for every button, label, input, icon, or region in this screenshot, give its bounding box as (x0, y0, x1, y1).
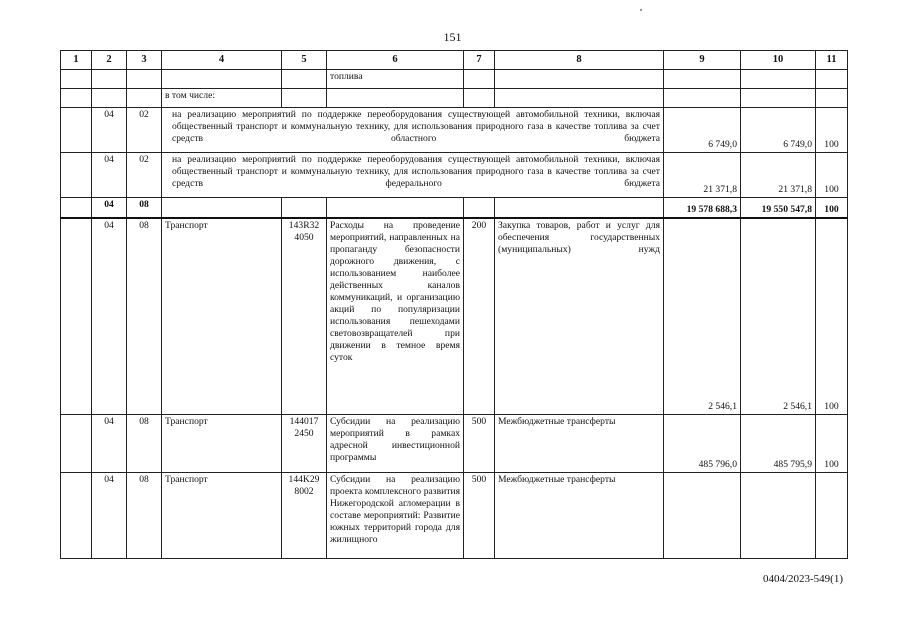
cell-executed: 2 546,1 (741, 218, 816, 415)
cell-planned: 19 578 688,3 (664, 198, 741, 218)
col-header: 5 (282, 51, 327, 70)
cell-category: Транспорт (162, 415, 282, 473)
cell-planned: 2 546,1 (664, 218, 741, 415)
budget-table (60, 50, 848, 559)
cell-section: 04 (92, 473, 127, 559)
cell-expense-type: 500 (464, 473, 495, 559)
cell-executed: 485 795,9 (741, 415, 816, 473)
col-header: 4 (162, 51, 282, 70)
cell-section: 04 (92, 198, 127, 218)
cell-section: 04 (92, 108, 127, 153)
cell-subsection: 08 (127, 198, 162, 218)
table-row-total (61, 198, 848, 218)
cell-section: 04 (92, 153, 127, 198)
cell-expense-type: 200 (464, 218, 495, 415)
cell-expense-name: Межбюджетные трансферты (495, 473, 664, 559)
col-header: 6 (327, 51, 464, 70)
cell-subsection: 02 (127, 108, 162, 153)
cell-planned: 485 796,0 (664, 415, 741, 473)
table-row (61, 89, 848, 108)
cell-name: Расходы на проведение мероприятий, направленных на пропаганду безопасности дорожного движения, с использованием наиболее действенных каналов коммуникаций, и организацию акций по популяризации использования пешеходами световозвращателей при движении в темное время суток (327, 218, 464, 415)
table-row (61, 70, 848, 89)
table-row (61, 218, 848, 415)
col-header: 2 (92, 51, 127, 70)
cell-percent: 100 (816, 415, 848, 473)
cell-percent: 100 (816, 198, 848, 218)
cell-subsection: 08 (127, 415, 162, 473)
cell-target-code: 144K29 8002 (282, 473, 327, 559)
table-row (61, 473, 848, 559)
col-header: 1 (61, 51, 92, 70)
cell-name: топлива (327, 70, 464, 89)
table-row (61, 108, 848, 153)
page-number: 151 (443, 30, 462, 44)
cell-executed: 19 550 547,8 (741, 198, 816, 218)
cell-section: 04 (92, 415, 127, 473)
cell-percent: 100 (816, 153, 848, 198)
cell-name: Субсидии на реализацию проекта комплексного развития Нижегородской агломерации в составе мероприятий: Развитие южных территорий города для жилищного (327, 473, 464, 559)
cell-subsection: 08 (127, 473, 162, 559)
table-row (61, 153, 848, 198)
cell-category: Транспорт (162, 473, 282, 559)
cell-percent: 100 (816, 218, 848, 415)
col-header: 10 (741, 51, 816, 70)
cell-description: на реализацию мероприятий по поддержке переоборудования существующей автомобильной техники, включая общественный транспорт и коммунальную технику, для использования природного газа в качестве топлива за счет средств областного бюджета (162, 108, 664, 153)
cell-expense-name: Закупка товаров, работ и услуг для обеспечения государственных (муниципальных) нужд (495, 218, 664, 415)
cell-subheading: в том числе: (162, 89, 282, 108)
cell-percent: 100 (816, 108, 848, 153)
cell-category: Транспорт (162, 218, 282, 415)
cell-subsection: 08 (127, 218, 162, 415)
header-row (61, 51, 848, 70)
cell-section: 04 (92, 218, 127, 415)
cell-executed: 6 749,0 (741, 108, 816, 153)
col-header: 3 (127, 51, 162, 70)
cell-planned: 21 371,8 (664, 153, 741, 198)
cell-name: Субсидии на реализацию мероприятий в рамках адресной инвестиционной программы (327, 415, 464, 473)
document-code: 0404/2023-549(1) (762, 573, 843, 585)
cell-executed: 21 371,8 (741, 153, 816, 198)
col-header: 9 (664, 51, 741, 70)
cell-subsection: 02 (127, 153, 162, 198)
cell-planned: 6 749,0 (664, 108, 741, 153)
col-header: 7 (464, 51, 495, 70)
scan-speck (640, 9, 642, 11)
cell-target-code: 143R32 4050 (282, 218, 327, 415)
col-header: 8 (495, 51, 664, 70)
col-header: 11 (816, 51, 848, 70)
cell-target-code: 144017 2450 (282, 415, 327, 473)
table-row (61, 415, 848, 473)
cell-expense-name: Межбюджетные трансферты (495, 415, 664, 473)
cell-expense-type: 500 (464, 415, 495, 473)
cell-description: на реализацию мероприятий по поддержке переоборудования существующей автомобильной техники, включая общественный транспорт и коммунальную технику, для использования природного газа в качестве топлива за счет средств федерального бюджета (162, 153, 664, 198)
